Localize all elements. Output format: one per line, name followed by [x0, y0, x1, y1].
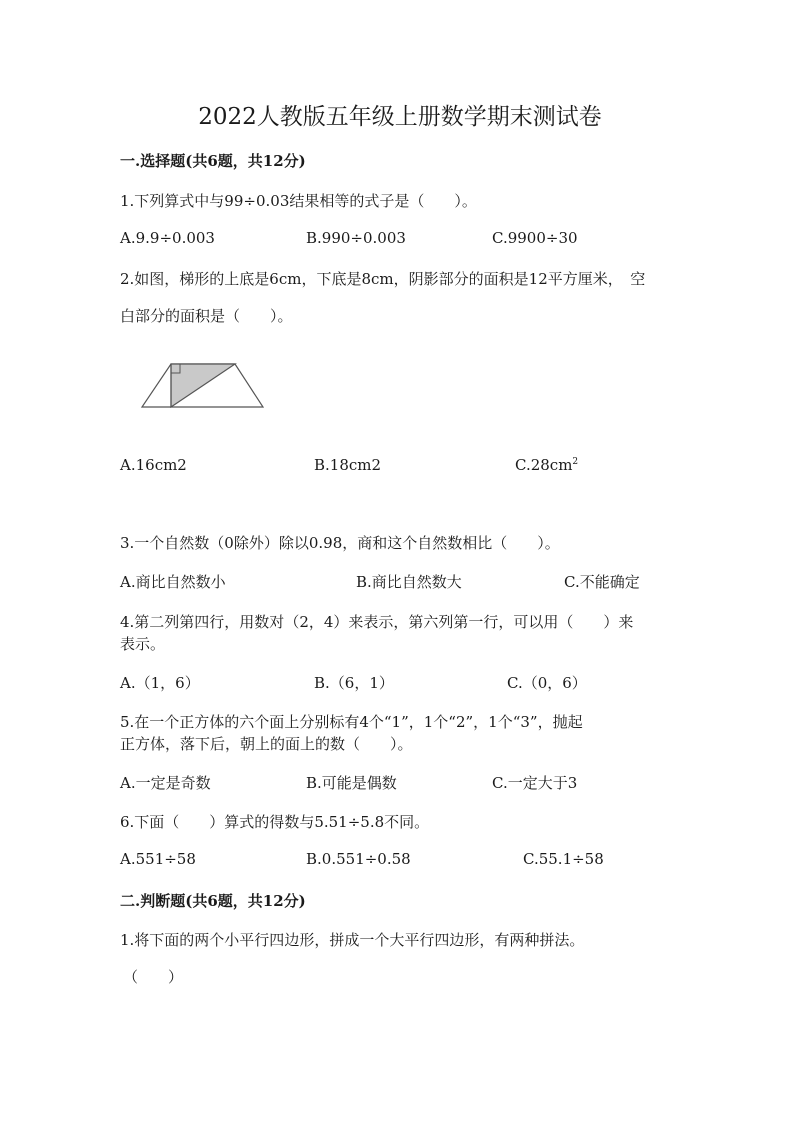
question-5-text-line1: 5.在一个正方体的六个面上分别标有4个“1”，1个“2”，1个“3”，抛起 [120, 713, 583, 731]
question-4-option-c: C.（0，6） [507, 674, 587, 692]
question-1-option-c: C.9900÷30 [492, 229, 578, 247]
section-header-choice: 一.选择题(共6题，共12分) [120, 152, 306, 170]
question-5-text-line2: 正方体，落下后，朝上的面上的数（ ）。 [120, 735, 413, 753]
question-1-option-b: B.990÷0.003 [306, 229, 406, 247]
question-1-text: 1.下列算式中与99÷0.03结果相等的式子是（ ）。 [120, 192, 477, 210]
question-3-option-b: B.商比自然数大 [356, 573, 462, 591]
superscript-2: 2 [572, 457, 579, 467]
question-5-option-b: B.可能是偶数 [306, 774, 397, 792]
question-2-option-a: A.16cm2 [120, 456, 187, 474]
question-6-option-c: C.55.1÷58 [523, 850, 604, 868]
question-3-text: 3.一个自然数（0除外）除以0.98，商和这个自然数相比（ ）。 [120, 534, 560, 552]
section-header-true-false: 二.判断题(共6题，共12分) [120, 892, 306, 910]
question-2-text-line1: 2.如图，梯形的上底是6cm，下底是8cm，阴影部分的面积是12平方厘米， 空 [120, 270, 646, 288]
question-4-text-line1: 4.第二列第四行，用数对（2，4）来表示，第六列第一行，可以用（ ）来 [120, 613, 634, 631]
question-4-text-line2: 表示。 [120, 635, 166, 653]
question-2-option-c [515, 456, 578, 474]
trapezoid-figure [135, 355, 275, 415]
question-1-option-a: A.9.9÷0.003 [120, 229, 215, 247]
question-5-option-a: A.一定是奇数 [120, 774, 211, 792]
question-2-option-c-text: C.28cm [515, 456, 573, 474]
question-5-option-c: C.一定大于3 [492, 774, 578, 792]
page-title: 2022人教版五年级上册数学期末测试卷 [198, 104, 602, 130]
question-4-option-b: B.（6，1） [314, 674, 394, 692]
tf-question-1-answer-blank: （ ） [123, 968, 184, 986]
question-3-option-a: A.商比自然数小 [120, 573, 226, 591]
question-2-text-line2: 白部分的面积是（ ）。 [120, 307, 293, 325]
question-6-option-a: A.551÷58 [120, 850, 196, 868]
question-6-text: 6.下面（ ）算式的得数与5.51÷5.8不同。 [120, 813, 430, 831]
question-3-option-c: C.不能确定 [564, 573, 640, 591]
tf-question-1-text: 1.将下面的两个小平行四边形，拼成一个大平行四边形，有两种拼法。 [120, 931, 585, 949]
question-6-option-b: B.0.551÷0.58 [306, 850, 411, 868]
question-4-option-a: A.（1，6） [120, 674, 200, 692]
question-2-option-b: B.18cm2 [314, 456, 382, 474]
